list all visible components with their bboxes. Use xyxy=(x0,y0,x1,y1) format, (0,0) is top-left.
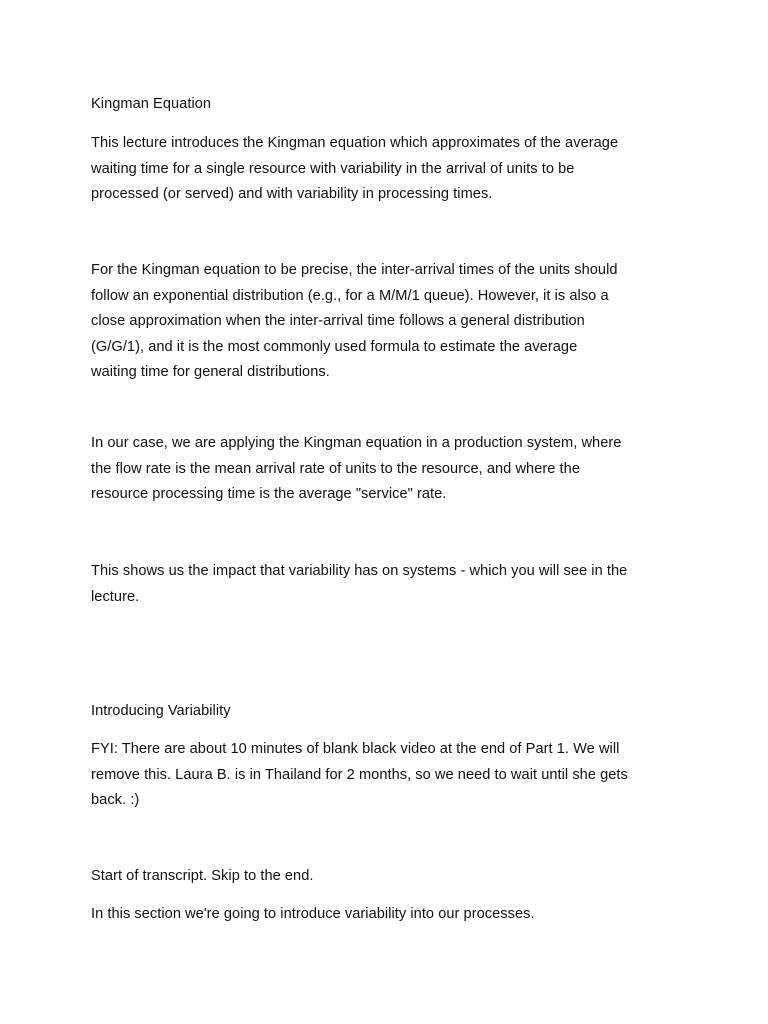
paragraph-transcript-start: Start of transcript. Skip to the end. xyxy=(91,868,314,884)
paragraph-precision: For the Kingman equation to be precise, the inter-arrival times of the units should follow an exponential distribution (e.g., for a M/M/1 queue). However, it is also a close approximation when the inter-arrival time follows a general distribution (G/G/1), and it is the most commonly used formula to estimate the average waiting time for general distributions. xyxy=(91,262,618,380)
heading-introducing-variability: Introducing Variability xyxy=(91,703,231,719)
heading-kingman-equation: Kingman Equation xyxy=(91,96,212,112)
paragraph-intro: This lecture introduces the Kingman equation which approximates of the average waiting time for a single resource with variability in the arrival of units to be processed (or served) and with variability in processing times. xyxy=(91,135,619,202)
paragraph-impact: This shows us the impact that variability has on systems - which you will see in the lecture. xyxy=(91,563,628,605)
paragraph-transcript-first: In this section we're going to introduce variability into our processes. xyxy=(91,906,535,922)
paragraph-our-case: In our case, we are applying the Kingman equation in a production system, where the flow rate is the mean arrival rate of units to the resource, and where the resource processing time is the average "service" rate. xyxy=(91,435,622,502)
paragraph-fyi: FYI: There are about 10 minutes of blank black video at the end of Part 1. We will remove this. Laura B. is in Thailand for 2 months, so we need to wait until she gets back. :) xyxy=(91,741,628,808)
